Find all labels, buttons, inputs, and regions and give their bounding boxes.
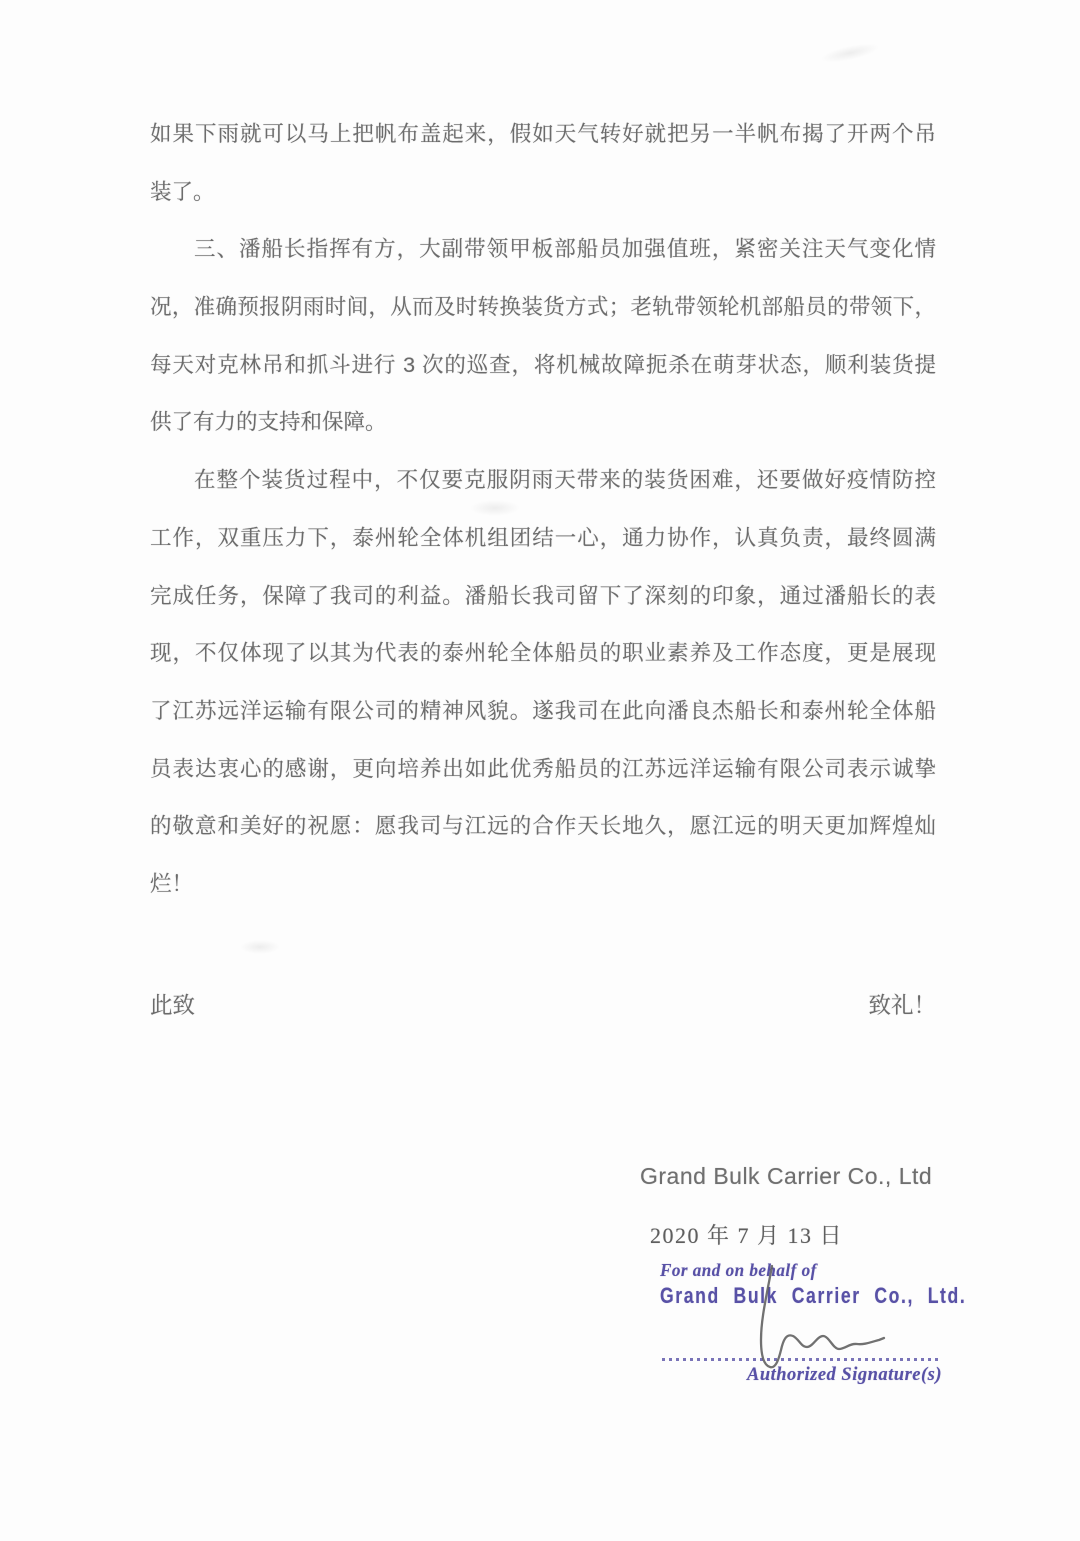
paragraph xyxy=(150,106,936,221)
letter-body xyxy=(150,106,936,914)
text-line: 况，准确预报阴雨时间，从而及时转换装货方式；老轨带领轮机部船员的带领下， xyxy=(150,295,936,320)
scan-artifact xyxy=(819,40,881,66)
company-stamp xyxy=(660,1260,967,1396)
stamp-company-line: Grand Bulk Carrier Co., Ltd. xyxy=(660,1283,967,1308)
text-line: 供了有力的支持和保障。 xyxy=(150,410,387,435)
text-line: 的敬意和美好的祝愿：愿我司与江远的合作天长地久，愿江远的明天更加辉煌灿 xyxy=(150,814,936,839)
text-line: 在整个装货过程中，不仅要克服阴雨天带来的装货困难，还要做好疫情防控 xyxy=(194,468,936,493)
text-line: 现，不仅体现了以其为代表的泰州轮全体船员的职业素养及工作态度，更是展现 xyxy=(150,641,936,666)
paragraph xyxy=(150,221,936,452)
text-line: 装了。 xyxy=(150,179,215,204)
stamp-behalf-line: For and on behalf of xyxy=(660,1260,817,1280)
text-line: 烂！ xyxy=(150,871,194,896)
closing-right: 致礼！ xyxy=(868,993,936,1018)
closing-row xyxy=(150,988,936,1020)
company-name: Grand Bulk Carrier Co., Ltd xyxy=(640,1163,933,1189)
text-line: 工作，双重压力下，泰州轮全体机组团结一心，通力协作，认真负责，最终圆满 xyxy=(150,525,936,550)
text-line: 员表达衷心的感谢，更向培养出如此优秀船员的江苏远洋运输有限公司表示诚挚 xyxy=(150,756,936,781)
paragraph xyxy=(150,452,936,914)
text-line: 如果下雨就可以马上把帆布盖起来，假如天气转好就把另一半帆布揭了开两个吊 xyxy=(150,122,936,146)
scan-artifact xyxy=(470,500,520,516)
signature-dotted-line xyxy=(662,1358,940,1361)
closing-left: 此致 xyxy=(150,993,196,1018)
date-line: 2020 年 7 月 13 日 xyxy=(650,1223,844,1248)
text-line: 三、潘船长指挥有方，大副带领甲板部船员加强值班，紧密关注天气变化情 xyxy=(194,237,936,262)
text-line: 完成任务，保障了我司的利益。潘船长我司留下了深刻的印象，通过潘船长的表 xyxy=(150,583,936,608)
text-line: 了江苏远洋运输有限公司的精神风貌。遂我司在此向潘良杰船长和泰州轮全体船 xyxy=(150,698,936,723)
stamp-authorized-line: Authorized Signature(s) xyxy=(746,1365,942,1385)
text-line: 每天对克林吊和抓斗进行 3 次的巡查，将机械故障扼杀在萌芽状态，顺利装货提 xyxy=(150,352,936,377)
scan-artifact xyxy=(240,940,280,954)
